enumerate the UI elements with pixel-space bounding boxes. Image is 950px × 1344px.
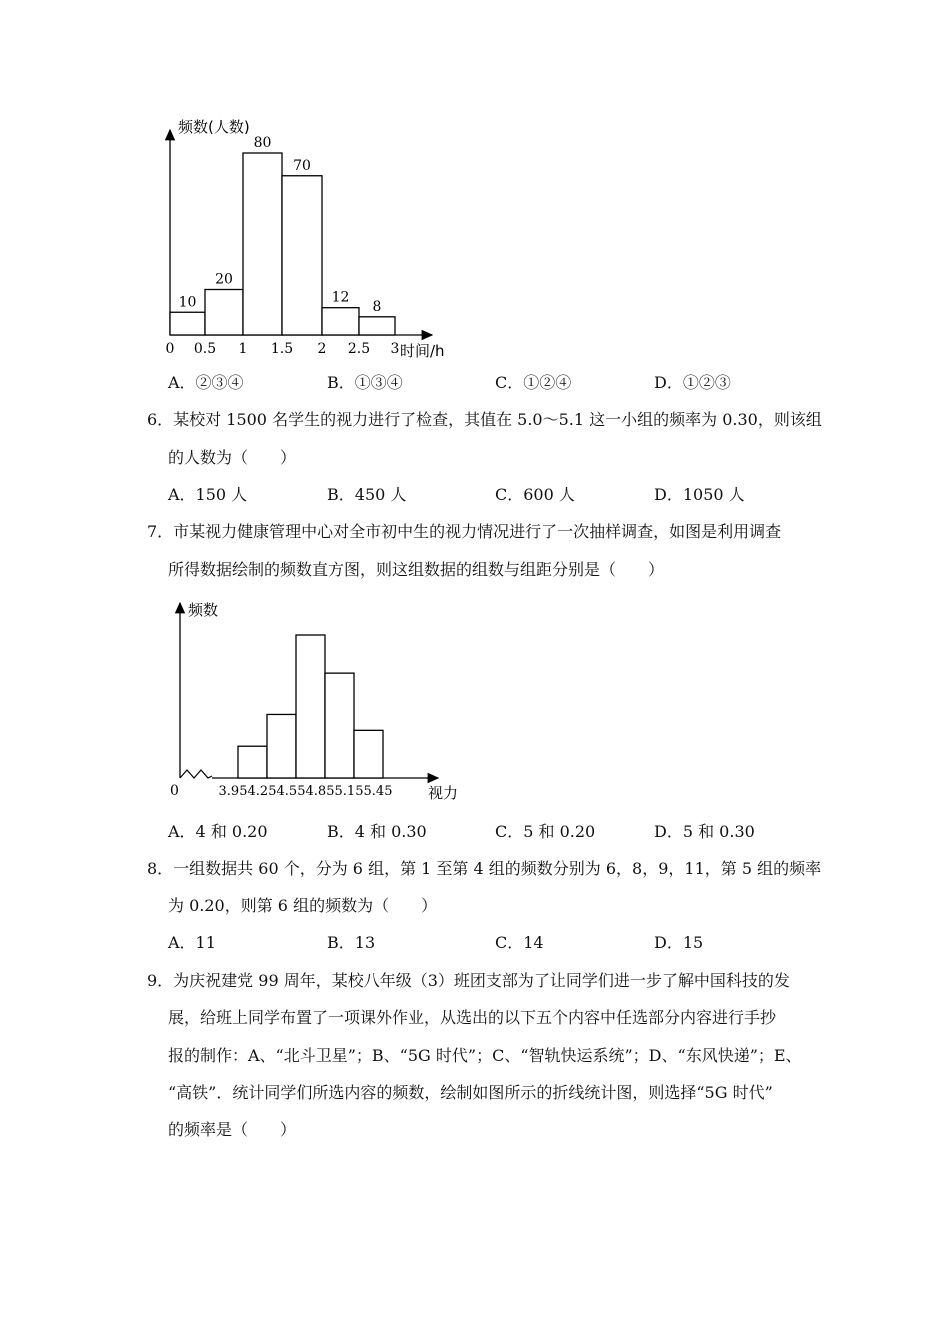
bar-value-label: 8 <box>372 298 382 315</box>
x-tick-label: 4.55 <box>276 784 306 799</box>
q9-stem-line1: 9．为庆祝建党 99 周年，某校八年级（3）班团支部为了让同学们进一步了解中国科技的发 <box>147 971 790 990</box>
q6-option-c[interactable]: C．600 人 <box>495 485 575 504</box>
q7-option-b[interactable]: B．4 和 0.30 <box>327 822 427 841</box>
histogram-bar <box>325 673 354 778</box>
histogram-bar <box>243 153 282 335</box>
q7-stem-line2: 所得数据绘制的频数直方图，则这组数据的组数与组距分别是（ ） <box>168 560 665 579</box>
q8-option-a[interactable]: A．11 <box>168 933 216 952</box>
q6-stem-line2: 的人数为（ ） <box>168 448 297 467</box>
q8-option-d[interactable]: D．15 <box>654 933 704 952</box>
histogram-bar <box>359 317 395 335</box>
x-tick-label: 0 <box>165 341 175 357</box>
q9-stem-line2: 展，给班上同学布置了一项课外作业，从选出的以下五个内容中任选部分内容进行手抄 <box>168 1008 777 1027</box>
bar-value-label: 12 <box>331 289 350 306</box>
q8-option-b[interactable]: B．13 <box>327 933 376 952</box>
time-histogram <box>150 110 480 365</box>
bar-value-label: 70 <box>293 157 311 174</box>
x-tick-label: 3.95 <box>218 784 248 799</box>
q9-stem-line3: 报的制作：A、“北斗卫星”；B、“5G 时代”；C、“智轨快运系统”；D、“东风快递”；E、 <box>168 1046 802 1065</box>
histogram-bar <box>282 176 322 335</box>
x-tick-label: 1 <box>238 341 248 357</box>
q5-option-c[interactable]: C．①②④ <box>495 373 572 392</box>
q5-option-a[interactable]: A．②③④ <box>168 373 244 392</box>
histogram-bar <box>238 746 267 778</box>
origin-label: 0 <box>170 783 179 799</box>
x-axis-label: 视力 <box>428 784 459 802</box>
q9-stem-line5: 的频率是（ ） <box>168 1120 297 1139</box>
q8-stem-line2: 为 0.20，则第 6 组的频数为（ ） <box>168 896 438 915</box>
q5-option-b[interactable]: B．①③④ <box>327 373 403 392</box>
x-tick-label: 1.5 <box>270 341 294 357</box>
histogram-bar <box>354 730 383 778</box>
q6-option-d[interactable]: D．1050 人 <box>654 485 745 504</box>
q7-option-d[interactable]: D．5 和 0.30 <box>654 822 755 841</box>
y-axis-label: 频数(人数) <box>178 118 250 136</box>
x-tick-label: 5.45 <box>363 784 393 799</box>
q8-stem-line1: 8．一组数据共 60 个，分为 6 组，第 1 至第 4 组的频数分别为 6，8，9，11，第 5 组的频率 <box>147 859 822 878</box>
x-tick-label: 0.5 <box>193 341 217 357</box>
histogram-bar <box>205 290 243 336</box>
x-tick-label: 2.5 <box>347 341 371 357</box>
q6-option-a[interactable]: A．150 人 <box>168 485 248 504</box>
histogram-bar <box>296 635 325 778</box>
x-tick-label: 3 <box>390 341 400 357</box>
x-tick-label: 4.85 <box>305 784 335 799</box>
histogram-bar <box>322 308 359 335</box>
histogram-bar <box>267 714 296 778</box>
bar-value-label: 10 <box>178 294 197 311</box>
q7-stem-line1: 7．市某视力健康管理中心对全市初中生的视力情况进行了一次抽样调查，如图是利用调查 <box>147 522 782 541</box>
bar-value-label: 80 <box>253 135 272 151</box>
vision-histogram <box>160 595 470 805</box>
q7-option-c[interactable]: C．5 和 0.20 <box>495 822 596 841</box>
q9-stem-line4: “高铁”．统计同学们所选内容的频数，绘制如图所示的折线统计图，则选择“5G 时代” <box>168 1083 773 1102</box>
x-tick-label: 5.15 <box>334 784 364 799</box>
bar-value-label: 20 <box>215 271 233 288</box>
q5-option-d[interactable]: D．①②③ <box>654 373 731 392</box>
x-tick-label: 4.25 <box>247 784 277 799</box>
histogram-bar <box>170 312 205 335</box>
x-axis-label: 时间/h <box>400 342 445 360</box>
x-tick-label: 2 <box>317 341 327 357</box>
q6-stem-line1: 6．某校对 1500 名学生的视力进行了检查，其值在 5.0～5.1 这一小组的频率为 0.30，则该组 <box>147 410 822 429</box>
q7-option-a[interactable]: A．4 和 0.20 <box>168 822 268 841</box>
y-axis-label: 频数 <box>188 601 219 619</box>
axis-break <box>180 770 212 778</box>
q8-option-c[interactable]: C．14 <box>495 933 544 952</box>
q6-option-b[interactable]: B．450 人 <box>327 485 407 504</box>
